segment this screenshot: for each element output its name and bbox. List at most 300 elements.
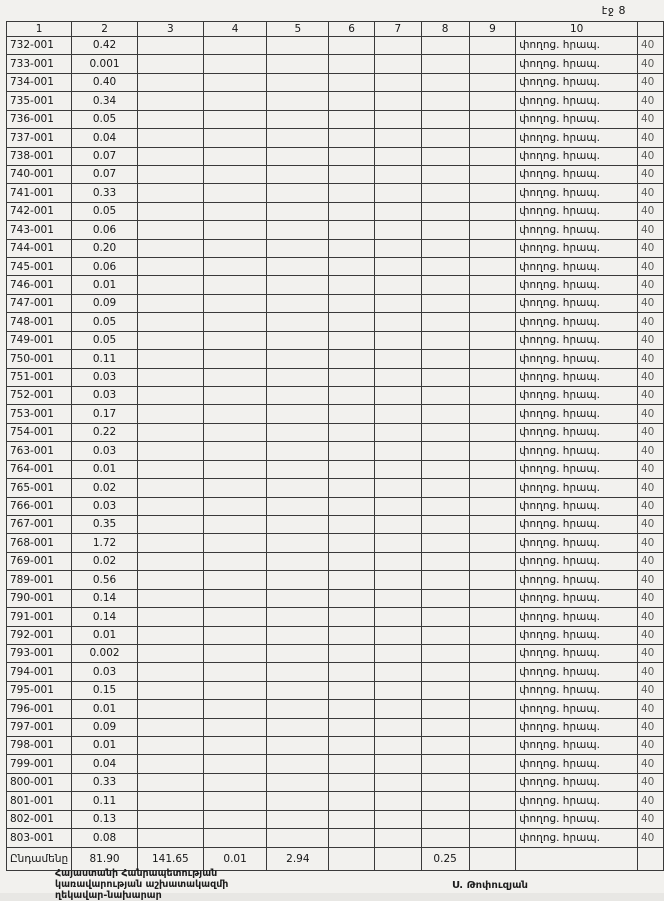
cell-value: 0.03 [72, 663, 138, 681]
cell-category: փողոց. հրապ. [516, 331, 638, 349]
cell-empty [267, 37, 329, 55]
cell-value: 0.35 [72, 515, 138, 533]
cell-empty [267, 829, 329, 848]
cell-code: 741-001 [7, 184, 72, 202]
cell-code: 769-001 [7, 552, 72, 570]
table-row [7, 718, 664, 736]
cell-code: 766-001 [7, 497, 72, 515]
margin-mark: 40 [638, 589, 664, 607]
table-row [7, 202, 664, 220]
cell-category: փողոց. հրապ. [516, 644, 638, 662]
cell-empty [329, 92, 375, 110]
cell-empty [469, 626, 516, 644]
cell-category: փողոց. հրապ. [516, 681, 638, 699]
cell-empty [267, 792, 329, 810]
cell-category: փողոց. հրապ. [516, 129, 638, 147]
cell-empty [469, 239, 516, 257]
table-row [7, 515, 664, 533]
cell-category: փողոց. հրապ. [516, 571, 638, 589]
cell-empty [469, 755, 516, 773]
cell-empty [267, 552, 329, 570]
page-number: էջ 8 [601, 4, 626, 17]
column-header: 4 [203, 22, 267, 37]
cell-empty [203, 110, 267, 128]
cell-empty [374, 258, 421, 276]
margin-mark: 40 [638, 423, 664, 441]
table-row [7, 460, 664, 478]
cell-code: 800-001 [7, 773, 72, 791]
cell-empty [137, 331, 203, 349]
margin-mark [638, 848, 664, 871]
cell-empty [203, 479, 267, 497]
cell-empty [421, 331, 469, 349]
cell-empty [203, 755, 267, 773]
cell-empty [469, 589, 516, 607]
cell-empty [203, 184, 267, 202]
cell-empty [203, 663, 267, 681]
cell-empty [203, 276, 267, 294]
cell-empty [374, 405, 421, 423]
cell-empty [374, 276, 421, 294]
cell-empty [374, 663, 421, 681]
cell-empty [203, 718, 267, 736]
cell-empty [203, 644, 267, 662]
cell-empty [421, 368, 469, 386]
column-header: 1 [7, 22, 72, 37]
margin-mark: 40 [638, 147, 664, 165]
column-header: 7 [374, 22, 421, 37]
cell-empty [137, 147, 203, 165]
cell-empty [374, 552, 421, 570]
cell-empty [421, 37, 469, 55]
cell-category: փողոց. հրապ. [516, 515, 638, 533]
cell-empty [374, 718, 421, 736]
cell-empty [469, 294, 516, 312]
table-row [7, 571, 664, 589]
cell-code: 789-001 [7, 571, 72, 589]
cell-empty [421, 718, 469, 736]
cell-empty [329, 552, 375, 570]
cell-category: փողոց. հրապ. [516, 147, 638, 165]
cell-empty [203, 460, 267, 478]
cell-empty [267, 737, 329, 755]
cell-empty [329, 644, 375, 662]
cell-empty [421, 479, 469, 497]
total-value [516, 848, 638, 871]
cell-empty [137, 350, 203, 368]
cell-empty [329, 368, 375, 386]
cell-category: փողոց. հրապ. [516, 626, 638, 644]
table-row [7, 810, 664, 828]
cell-empty [203, 515, 267, 533]
cell-code: 794-001 [7, 663, 72, 681]
cell-code: 749-001 [7, 331, 72, 349]
margin-mark: 40 [638, 700, 664, 718]
margin-mark: 40 [638, 55, 664, 73]
cell-empty [469, 644, 516, 662]
cell-category: փողոց. հրապ. [516, 92, 638, 110]
cell-empty [421, 73, 469, 91]
cell-empty [329, 608, 375, 626]
cell-empty [267, 202, 329, 220]
margin-mark: 40 [638, 73, 664, 91]
cell-empty [421, 110, 469, 128]
cell-code: 742-001 [7, 202, 72, 220]
margin-mark: 40 [638, 368, 664, 386]
cell-empty [137, 55, 203, 73]
column-header: 5 [267, 22, 329, 37]
margin-mark: 40 [638, 313, 664, 331]
cell-value: 0.33 [72, 184, 138, 202]
cell-empty [203, 368, 267, 386]
cell-value: 0.05 [72, 331, 138, 349]
cell-category: փողոց. հրապ. [516, 73, 638, 91]
table-row [7, 497, 664, 515]
cell-empty [267, 110, 329, 128]
table-row [7, 589, 664, 607]
cell-empty [421, 626, 469, 644]
cell-empty [374, 515, 421, 533]
cell-empty [137, 184, 203, 202]
cell-value: 0.08 [72, 829, 138, 848]
cell-empty [329, 589, 375, 607]
cell-empty [203, 552, 267, 570]
cell-empty [374, 644, 421, 662]
cell-category: փողոց. հրապ. [516, 37, 638, 55]
cell-empty [203, 92, 267, 110]
table-row [7, 294, 664, 312]
cell-value: 0.05 [72, 202, 138, 220]
table-row [7, 405, 664, 423]
cell-empty [137, 73, 203, 91]
cell-empty [137, 423, 203, 441]
cell-empty [469, 681, 516, 699]
cell-code: 752-001 [7, 387, 72, 405]
margin-mark: 40 [638, 718, 664, 736]
cell-empty [137, 700, 203, 718]
cell-empty [267, 700, 329, 718]
cell-empty [421, 258, 469, 276]
cell-empty [137, 737, 203, 755]
margin-mark: 40 [638, 202, 664, 220]
table-row [7, 258, 664, 276]
cell-empty [203, 608, 267, 626]
cell-empty [329, 737, 375, 755]
cell-category: փողոց. հրապ. [516, 405, 638, 423]
cell-empty [374, 184, 421, 202]
cell-empty [137, 239, 203, 257]
cell-empty [421, 737, 469, 755]
cell-empty [203, 313, 267, 331]
cell-value: 0.14 [72, 589, 138, 607]
cell-category: փողոց. հրապ. [516, 737, 638, 755]
cell-empty [137, 589, 203, 607]
cell-empty [329, 202, 375, 220]
cell-empty [374, 479, 421, 497]
cell-empty [469, 221, 516, 239]
cell-empty [469, 129, 516, 147]
cell-empty [421, 534, 469, 552]
cell-category: փողոց. հրապ. [516, 239, 638, 257]
cell-code: 763-001 [7, 442, 72, 460]
cell-empty [374, 737, 421, 755]
cell-empty [137, 37, 203, 55]
cell-value: 0.03 [72, 442, 138, 460]
cell-value: 0.34 [72, 92, 138, 110]
cell-empty [469, 737, 516, 755]
margin-header [638, 22, 664, 37]
cell-empty [329, 773, 375, 791]
cell-empty [329, 147, 375, 165]
cell-category: փողոց. հրապ. [516, 773, 638, 791]
margin-mark: 40 [638, 810, 664, 828]
cell-empty [267, 644, 329, 662]
cell-empty [329, 460, 375, 478]
table-row [7, 681, 664, 699]
cell-empty [374, 331, 421, 349]
cell-empty [137, 110, 203, 128]
cell-empty [203, 405, 267, 423]
footer-office-line: կառավարության աշխատակազմի [55, 879, 229, 890]
margin-mark: 40 [638, 294, 664, 312]
cell-empty [267, 663, 329, 681]
cell-empty [469, 773, 516, 791]
cell-empty [329, 829, 375, 848]
cell-empty [203, 221, 267, 239]
cell-category: փողոց. հրապ. [516, 755, 638, 773]
cell-empty [374, 147, 421, 165]
cell-empty [267, 368, 329, 386]
cell-empty [374, 37, 421, 55]
cell-value: 0.04 [72, 129, 138, 147]
cell-empty [329, 534, 375, 552]
cell-empty [267, 534, 329, 552]
cell-empty [421, 663, 469, 681]
cell-empty [137, 755, 203, 773]
cell-empty [374, 165, 421, 183]
cell-empty [267, 258, 329, 276]
cell-empty [421, 515, 469, 533]
table-row [7, 92, 664, 110]
cell-empty [329, 73, 375, 91]
cell-code: 793-001 [7, 644, 72, 662]
total-value [329, 848, 375, 871]
cell-empty [469, 405, 516, 423]
cell-empty [374, 202, 421, 220]
cell-empty [137, 681, 203, 699]
cell-code: 745-001 [7, 258, 72, 276]
cell-empty [421, 608, 469, 626]
cell-value: 0.03 [72, 387, 138, 405]
cell-category: փողոց. հրապ. [516, 442, 638, 460]
cell-code: 791-001 [7, 608, 72, 626]
cell-category: փողոց. հրապ. [516, 202, 638, 220]
cell-value: 0.01 [72, 276, 138, 294]
cell-empty [329, 497, 375, 515]
cell-empty [267, 718, 329, 736]
cell-empty [329, 571, 375, 589]
cell-empty [374, 773, 421, 791]
margin-mark: 40 [638, 663, 664, 681]
cell-empty [329, 479, 375, 497]
table-row [7, 368, 664, 386]
margin-mark: 40 [638, 515, 664, 533]
cell-empty [137, 92, 203, 110]
cell-empty [203, 147, 267, 165]
cell-empty [329, 405, 375, 423]
cell-empty [267, 589, 329, 607]
table-row [7, 608, 664, 626]
cell-empty [137, 644, 203, 662]
margin-mark: 40 [638, 737, 664, 755]
table-row [7, 129, 664, 147]
cell-category: փողոց. հրապ. [516, 497, 638, 515]
cell-value: 0.02 [72, 552, 138, 570]
cell-empty [329, 294, 375, 312]
cell-code: 796-001 [7, 700, 72, 718]
cell-empty [374, 313, 421, 331]
cell-empty [374, 829, 421, 848]
table-row [7, 221, 664, 239]
cell-category: փողոց. հրապ. [516, 350, 638, 368]
cell-empty [329, 276, 375, 294]
cell-empty [469, 423, 516, 441]
cell-empty [203, 681, 267, 699]
total-value: 81.90 [72, 848, 138, 871]
cell-empty [203, 792, 267, 810]
cell-code: 747-001 [7, 294, 72, 312]
cell-empty [203, 331, 267, 349]
cell-category: փողոց. հրապ. [516, 423, 638, 441]
cell-empty [374, 387, 421, 405]
cell-empty [267, 92, 329, 110]
cell-empty [203, 350, 267, 368]
cell-category: փողոց. հրապ. [516, 589, 638, 607]
cell-empty [374, 368, 421, 386]
cell-empty [329, 350, 375, 368]
cell-empty [137, 810, 203, 828]
cell-empty [329, 792, 375, 810]
cell-empty [374, 589, 421, 607]
cell-value: 0.33 [72, 773, 138, 791]
cell-empty [469, 571, 516, 589]
cell-value: 0.04 [72, 755, 138, 773]
cell-empty [469, 829, 516, 848]
cell-value: 0.07 [72, 147, 138, 165]
cell-empty [267, 773, 329, 791]
cell-code: 790-001 [7, 589, 72, 607]
cell-category: փողոց. հրապ. [516, 387, 638, 405]
cell-empty [203, 258, 267, 276]
cell-value: 0.09 [72, 294, 138, 312]
cell-empty [374, 681, 421, 699]
margin-mark: 40 [638, 626, 664, 644]
cell-code: 799-001 [7, 755, 72, 773]
cell-code: 795-001 [7, 681, 72, 699]
cell-category: փողոց. հրապ. [516, 55, 638, 73]
cell-empty [421, 497, 469, 515]
margin-mark: 40 [638, 829, 664, 848]
cell-empty [137, 552, 203, 570]
cell-empty [267, 755, 329, 773]
cell-value: 0.05 [72, 313, 138, 331]
cell-empty [469, 276, 516, 294]
margin-mark: 40 [638, 110, 664, 128]
cell-empty [329, 221, 375, 239]
cell-empty [374, 700, 421, 718]
cell-empty [137, 442, 203, 460]
cell-empty [374, 755, 421, 773]
cell-empty [267, 184, 329, 202]
margin-mark: 40 [638, 773, 664, 791]
cell-empty [421, 184, 469, 202]
cell-empty [329, 442, 375, 460]
cell-empty [203, 239, 267, 257]
table-row [7, 663, 664, 681]
cell-category: փողոց. հրապ. [516, 700, 638, 718]
cell-empty [137, 221, 203, 239]
cell-empty [421, 700, 469, 718]
cell-empty [329, 718, 375, 736]
cell-code: 744-001 [7, 239, 72, 257]
cell-code: 750-001 [7, 350, 72, 368]
cell-empty [469, 663, 516, 681]
cell-code: 768-001 [7, 534, 72, 552]
cell-empty [374, 460, 421, 478]
cell-value: 0.22 [72, 423, 138, 441]
cell-empty [267, 387, 329, 405]
cell-empty [469, 792, 516, 810]
cell-empty [469, 184, 516, 202]
cell-empty [421, 405, 469, 423]
cell-category: փողոց. հրապ. [516, 608, 638, 626]
margin-mark: 40 [638, 442, 664, 460]
cell-empty [469, 55, 516, 73]
cell-empty [329, 331, 375, 349]
table-row [7, 350, 664, 368]
cell-empty [374, 626, 421, 644]
cell-empty [421, 829, 469, 848]
cell-empty [469, 147, 516, 165]
cell-empty [469, 313, 516, 331]
margin-mark: 40 [638, 571, 664, 589]
footer-signature: Ս. Թոփուզյան [452, 880, 528, 891]
cell-empty [374, 350, 421, 368]
total-value: 141.65 [137, 848, 203, 871]
margin-mark: 40 [638, 221, 664, 239]
cell-empty [469, 110, 516, 128]
cell-empty [203, 37, 267, 55]
cell-empty [137, 479, 203, 497]
cell-empty [421, 460, 469, 478]
cell-empty [329, 37, 375, 55]
cell-code: 737-001 [7, 129, 72, 147]
cell-empty [421, 276, 469, 294]
cell-empty [329, 423, 375, 441]
cell-value: 0.002 [72, 644, 138, 662]
cell-empty [267, 571, 329, 589]
cell-empty [137, 165, 203, 183]
cell-empty [421, 387, 469, 405]
cell-empty [203, 534, 267, 552]
cell-empty [137, 460, 203, 478]
cell-empty [421, 792, 469, 810]
cell-value: 0.56 [72, 571, 138, 589]
cell-empty [267, 608, 329, 626]
cell-empty [329, 755, 375, 773]
cell-empty [469, 165, 516, 183]
cell-empty [267, 479, 329, 497]
